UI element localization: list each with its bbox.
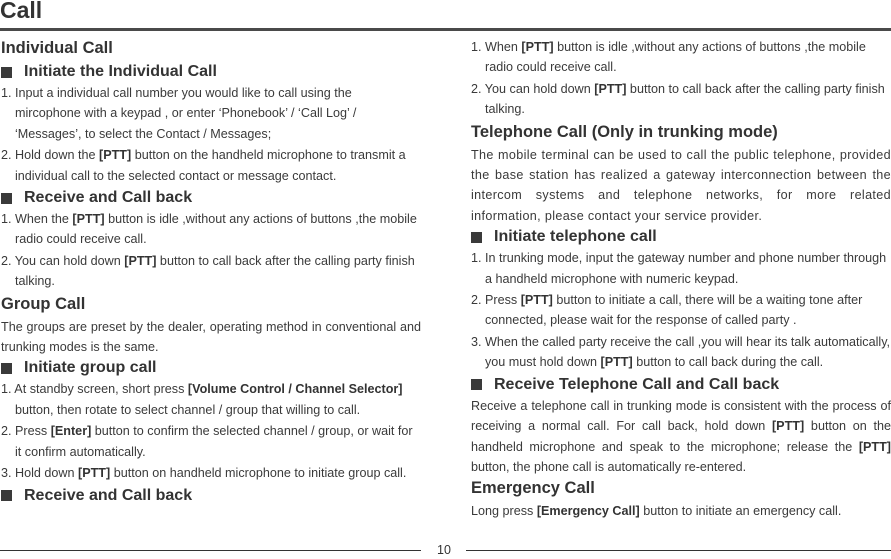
text-segment: button to confirm the selected channel / group, or wait for it confirm automatically. <box>15 424 413 459</box>
title-divider <box>0 28 891 31</box>
list-item <box>471 37 891 78</box>
text-segment: 2. You can hold down <box>1 253 125 268</box>
text-segment: button, then rotate to select channel / group that willing to call. <box>15 402 361 417</box>
button-name: [PTT] <box>858 439 891 454</box>
subsection-heading <box>471 374 891 396</box>
text-segment: 2. You can hold down <box>471 81 595 96</box>
square-bullet-icon <box>471 379 482 390</box>
list-item <box>471 290 891 331</box>
text-segment: button on handheld microphone to initiate group call. <box>110 466 407 481</box>
button-name: [Volume Control / Channel Selector] <box>187 382 403 397</box>
text-segment: Long press <box>471 504 537 519</box>
left-column <box>1 37 421 507</box>
text-segment: button to call back after the calling party finish talking. <box>485 81 885 117</box>
button-name: [PTT] <box>520 293 553 308</box>
subsection-heading-text: Initiate group call <box>24 359 157 377</box>
text-segment: button is idle ,without any actions of buttons ,the mobile radio could receive call. <box>485 40 866 75</box>
text-segment: The groups are preset by the dealer, operating method in conventional and trunking modes is the same. <box>1 319 421 355</box>
button-name: [PTT] <box>72 212 105 227</box>
text-segment: 2. Press <box>471 293 521 308</box>
text-segment: button to call back after the calling party finish talking. <box>15 253 415 289</box>
list-item <box>1 463 421 483</box>
page-title: Call <box>0 0 43 23</box>
list-item <box>471 79 891 120</box>
page-number: 10 <box>437 543 451 557</box>
square-bullet-icon <box>1 490 12 501</box>
button-name: [PTT] <box>124 253 157 268</box>
text-segment: 1. When <box>471 40 522 54</box>
text-segment: 1. In trunking mode, input the gateway number and phone number through a handheld microphone with numeric keypad. <box>471 251 887 286</box>
text-segment: button to initiate a call, there will be a waiting tone after connected, please wait for the response of called party . <box>485 293 863 328</box>
button-name: [PTT] <box>600 355 633 370</box>
paragraph <box>471 396 891 478</box>
text-segment: button on the handheld microphone and speak to the microphone; release the <box>471 419 891 454</box>
section-heading: Emergency Call <box>471 479 595 498</box>
footer-rule-left <box>0 550 421 551</box>
button-name: [Enter] <box>50 424 92 439</box>
subsection-heading-text: Receive and Call back <box>24 189 193 207</box>
text-segment: 3. When the called party receive the call ,you will hear its talk automatically, you must hold down <box>471 334 891 370</box>
subsection-heading <box>471 226 891 248</box>
text-segment: 1. When the <box>1 212 73 227</box>
button-name: [PTT] <box>99 148 132 163</box>
list-item <box>1 83 421 144</box>
footer-rule-right <box>466 550 891 551</box>
right-column <box>471 37 891 522</box>
subsection-heading <box>1 357 421 379</box>
button-name: [PTT] <box>521 40 554 54</box>
list-item <box>471 248 891 289</box>
square-bullet-icon <box>471 232 482 243</box>
list-item <box>1 145 421 186</box>
button-name: [Emergency Call] <box>536 504 640 519</box>
text-segment: button is idle ,without any actions of buttons ,the mobile radio could receive call. <box>15 212 417 247</box>
text-segment: The mobile terminal can be used to call the public telephone, provided the base station has realized a gateway interconnection between the intercom systems and telephone networks, for more related information, please contact your service provider. <box>471 147 891 223</box>
text-segment: 2. Press <box>1 424 51 439</box>
square-bullet-icon <box>1 67 12 78</box>
list-item <box>1 251 421 292</box>
subsection-heading-text: Receive Telephone Call and Call back <box>494 375 780 393</box>
section-heading: Individual Call <box>1 39 113 57</box>
text-segment: button to initiate an emergency call. <box>639 504 842 519</box>
subsection-heading <box>1 187 421 209</box>
text-segment: 1. At standby screen, short press <box>1 382 188 397</box>
text-segment: button to call back during the call. <box>632 355 824 370</box>
list-item <box>1 421 421 462</box>
paragraph <box>1 317 421 358</box>
button-name: [PTT] <box>78 466 111 481</box>
text-segment: button, the phone call is automatically re-entered. <box>471 459 747 474</box>
section-heading: Telephone Call (Only in trunking mode) <box>471 122 778 141</box>
subsection-heading <box>1 61 421 83</box>
list-item <box>1 209 421 250</box>
list-item <box>471 332 891 373</box>
subsection-heading <box>1 485 421 507</box>
text-segment: button on the handheld microphone to transmit a individual call to the selected contact or message contact. <box>15 148 406 183</box>
subsection-heading-text: Initiate the Individual Call <box>24 63 217 80</box>
list-item <box>1 379 421 420</box>
paragraph <box>471 501 891 521</box>
square-bullet-icon <box>1 363 12 374</box>
text-segment: Receive a telephone call in trunking mode is consistent with the process of receiving a normal call. For call back, hold down <box>471 398 891 434</box>
text-segment: 1. Input a individual call number you would like to call using the mircophone with a keypad , or enter ‘Phonebook’ / ‘Call Log’ / ‘Messages’, to select the Contact / Messages; <box>1 86 357 141</box>
paragraph <box>471 145 891 227</box>
square-bullet-icon <box>1 193 12 204</box>
button-name: [PTT] <box>771 419 805 434</box>
subsection-heading-text: Receive and Call back <box>24 486 193 504</box>
section-heading: Group Call <box>1 294 86 313</box>
text-segment: 2. Hold down the <box>1 148 100 163</box>
button-name: [PTT] <box>594 81 627 96</box>
text-segment: 3. Hold down <box>1 466 79 481</box>
subsection-heading-text: Initiate telephone call <box>494 228 657 246</box>
